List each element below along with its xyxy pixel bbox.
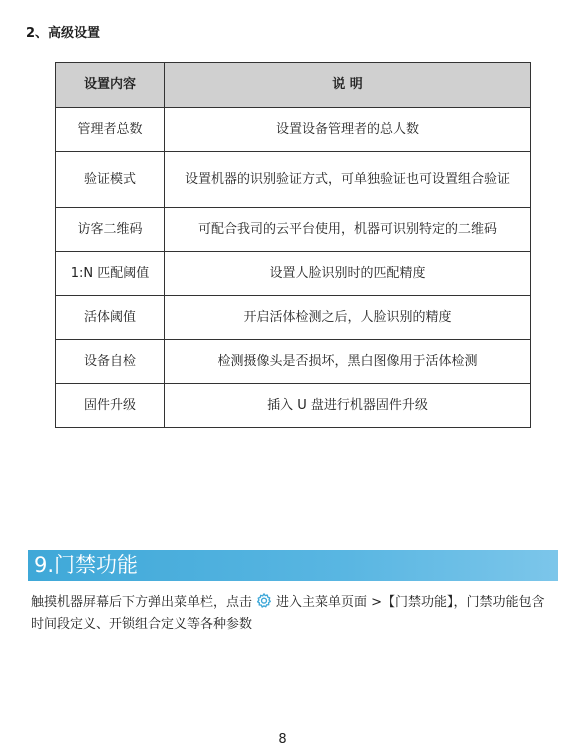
setting-description: 可配合我司的云平台使用，机器可识别特定的二维码 [165, 208, 531, 252]
table-row [56, 208, 531, 252]
chapter-banner [28, 550, 558, 581]
section-title: 2、高级设置 [26, 26, 101, 41]
column-header-setting: 设置内容 [56, 63, 165, 108]
gear-icon [255, 592, 273, 610]
setting-description: 设置机器的识别验证方式，可单独验证也可设置组合验证 [165, 152, 531, 208]
setting-name: 活体阈值 [56, 296, 165, 340]
paragraph-text-before: 触摸机器屏幕后下方弹出菜单栏，点击 [31, 595, 253, 610]
setting-description: 设置人脸识别时的匹配精度 [165, 252, 531, 296]
setting-name: 1:N 匹配阈值 [56, 252, 165, 296]
table-row [56, 152, 531, 208]
setting-name: 访客二维码 [56, 208, 165, 252]
table-header-row [56, 63, 531, 108]
setting-description: 开启活体检测之后，人脸识别的精度 [165, 296, 531, 340]
column-header-description: 说 明 [165, 63, 531, 108]
setting-name: 管理者总数 [56, 108, 165, 152]
advanced-settings-table [55, 62, 531, 428]
table-row [56, 296, 531, 340]
table-row [56, 340, 531, 384]
setting-name: 设备自检 [56, 340, 165, 384]
setting-description: 检测摄像头是否损坏，黑白图像用于活体检测 [165, 340, 531, 384]
body-paragraph [31, 592, 546, 636]
setting-description: 插入 U 盘进行机器固件升级 [165, 384, 531, 428]
setting-name: 验证模式 [56, 152, 165, 208]
page-number: 8 [278, 732, 287, 747]
setting-name: 固件升级 [56, 384, 165, 428]
setting-description: 设置设备管理者的总人数 [165, 108, 531, 152]
paragraph-text-after: 进入主菜单页面 >【门禁功能】，门禁功能包含时间段定义、开锁组合定义等各种参数 [31, 595, 545, 632]
table-row [56, 252, 531, 296]
chapter-title: 9.门禁功能 [34, 553, 139, 577]
table-row [56, 384, 531, 428]
table-row [56, 108, 531, 152]
